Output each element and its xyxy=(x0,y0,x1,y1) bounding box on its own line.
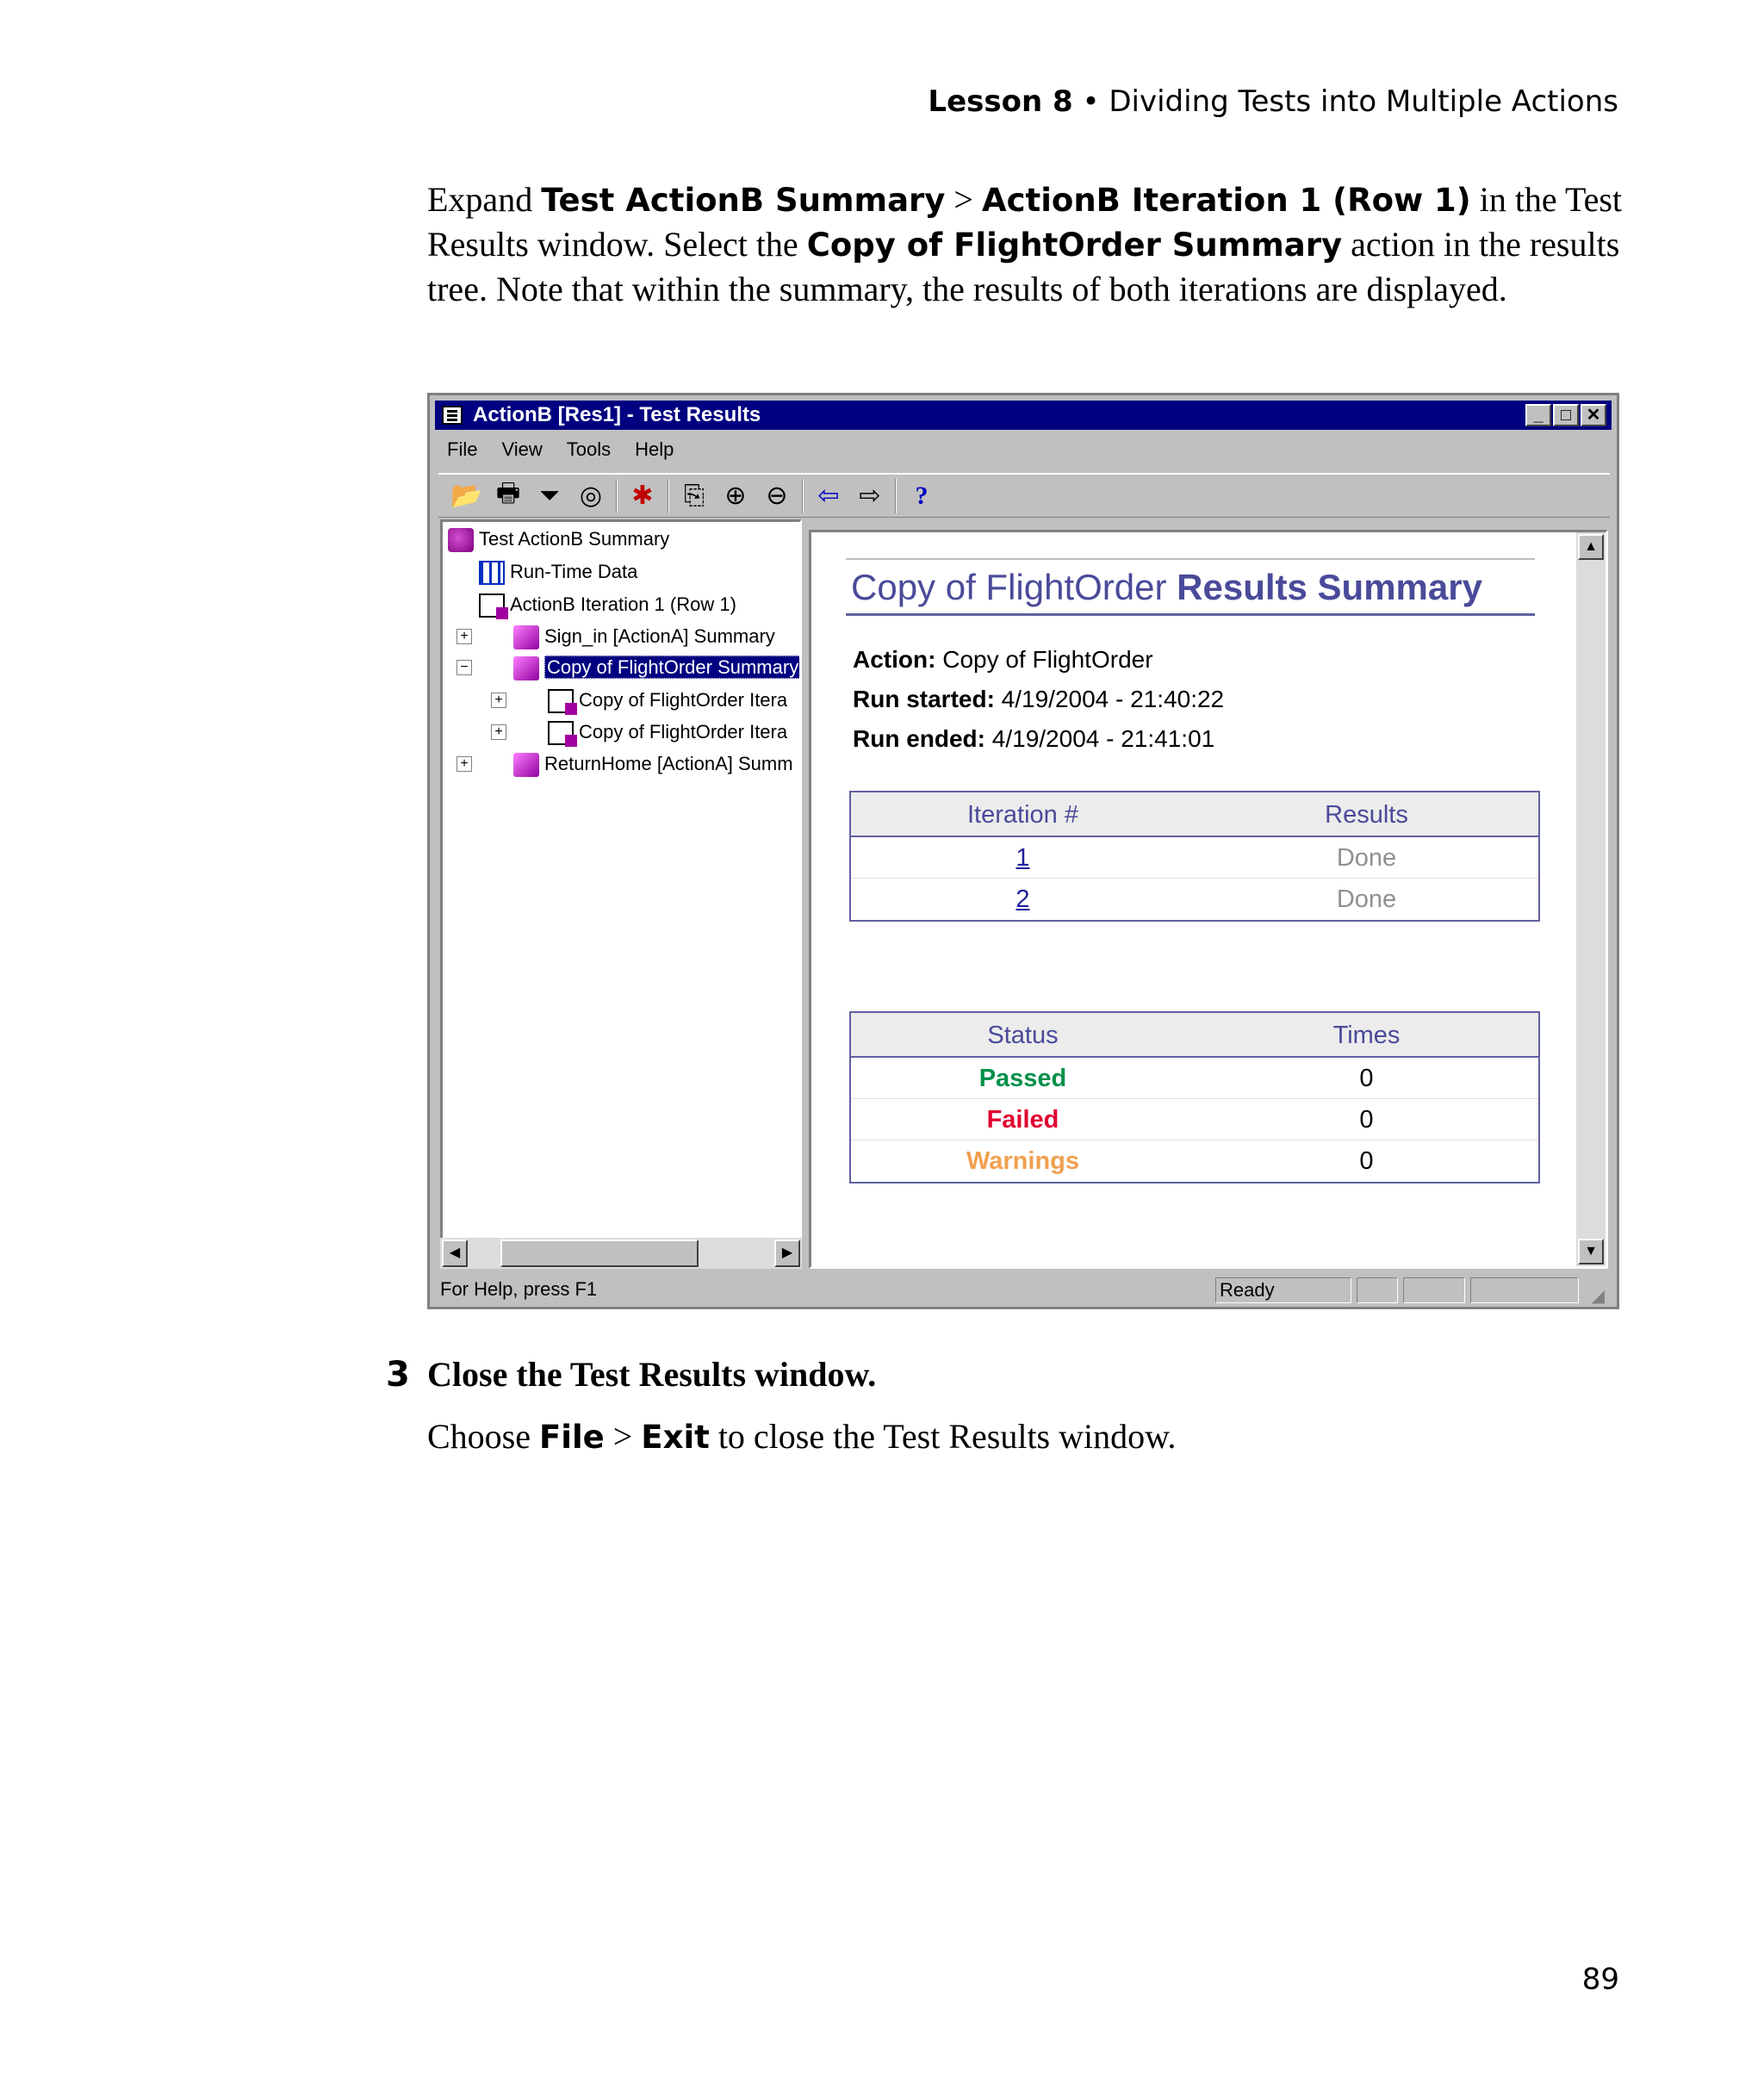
tree-item[interactable] xyxy=(548,685,787,716)
collapse-icon[interactable]: − xyxy=(457,660,472,675)
menu-help[interactable]: Help xyxy=(635,438,674,460)
action-icon xyxy=(513,656,539,680)
toolbar-separator xyxy=(616,479,618,513)
filter-icon[interactable]: ⏷ xyxy=(539,481,560,510)
action-label: Action: xyxy=(853,646,936,673)
status-warnings: Warnings xyxy=(966,1147,1080,1175)
status-count: 0 xyxy=(1359,1147,1374,1175)
tree-item[interactable] xyxy=(548,717,787,748)
run-started-label: Run started: xyxy=(853,686,995,712)
step-text: Choose xyxy=(427,1417,539,1456)
tree-item-label: Sign_in [ActionA] Summary xyxy=(544,625,775,647)
back-arrow-icon[interactable]: ⇦ xyxy=(817,482,840,510)
tree-item-label: ReturnHome [ActionA] Summ xyxy=(544,753,793,774)
lesson-label: Lesson 8 xyxy=(928,84,1073,119)
run-started-value: 4/19/2004 - 21:40:22 xyxy=(994,686,1225,712)
tree-item[interactable] xyxy=(448,524,669,555)
intro-text: > xyxy=(945,180,982,219)
status-passed: Passed xyxy=(978,1065,1067,1092)
iterations-table xyxy=(849,791,1540,922)
tree-item[interactable] xyxy=(513,749,793,780)
results-panel xyxy=(809,530,1608,1269)
bullet: • xyxy=(1072,84,1109,119)
status-pane xyxy=(1357,1277,1398,1303)
step-text: > xyxy=(604,1417,642,1456)
table-row xyxy=(851,1058,1538,1099)
expand-icon[interactable]: + xyxy=(491,693,506,708)
iteration-link[interactable]: 1 xyxy=(1016,844,1030,872)
status-failed: Failed xyxy=(986,1106,1059,1134)
bug-icon[interactable]: ✱ xyxy=(631,482,654,510)
title-bold: Results Summary xyxy=(1177,567,1482,607)
tree-item[interactable] xyxy=(513,621,775,652)
step-bold: File xyxy=(539,1419,605,1456)
tree-item-label: Copy of FlightOrder Itera xyxy=(579,689,788,711)
intro-bold: Test ActionB Summary xyxy=(541,182,946,219)
status-pane: Ready xyxy=(1215,1277,1351,1303)
expand-icon[interactable]: + xyxy=(491,724,506,740)
run-started-line xyxy=(853,686,1224,713)
run-ended-label: Run ended: xyxy=(853,725,985,752)
intro-text: action in the results tree. Note that within the summary, the results of both iterations are displayed. xyxy=(427,225,1620,308)
title-light: Copy of FlightOrder xyxy=(851,567,1177,607)
step-title: Close the Test Results window. xyxy=(427,1355,877,1394)
expand-icon[interactable]: + xyxy=(457,629,472,644)
results-tree xyxy=(440,519,802,1269)
menu-bar xyxy=(435,433,674,466)
running-head xyxy=(861,84,1618,119)
scroll-thumb[interactable] xyxy=(500,1239,699,1267)
tree-item-label: Copy of FlightOrder Itera xyxy=(579,721,788,742)
tree-item-selected[interactable] xyxy=(513,652,801,683)
scroll-left-icon[interactable]: ◀ xyxy=(442,1239,468,1267)
iteration-icon xyxy=(548,689,574,713)
scroll-right-icon[interactable]: ▶ xyxy=(774,1239,800,1267)
maximize-button[interactable]: □ xyxy=(1553,404,1579,426)
action-icon xyxy=(513,753,539,777)
tree-item-label: ActionB Iteration 1 (Row 1) xyxy=(510,593,736,615)
intro-paragraph xyxy=(427,177,1626,311)
tree-horizontal-scrollbar[interactable] xyxy=(440,1238,802,1269)
iteration-result: Done xyxy=(1336,844,1397,872)
header-results: Results xyxy=(1325,801,1408,829)
test-results-window xyxy=(427,393,1619,1309)
app-icon xyxy=(442,406,463,425)
header-times: Times xyxy=(1332,1022,1401,1049)
forward-arrow-icon[interactable]: ⇨ xyxy=(859,482,881,510)
scroll-up-icon[interactable]: ▲ xyxy=(1578,534,1604,560)
iteration-result: Done xyxy=(1336,885,1397,913)
data-table-icon xyxy=(479,561,505,585)
scroll-down-icon[interactable]: ▼ xyxy=(1578,1239,1604,1264)
open-icon[interactable]: 📂 xyxy=(450,482,483,510)
toolbar-separator xyxy=(668,479,669,513)
find-icon[interactable]: ◎ xyxy=(579,482,603,510)
status-table xyxy=(849,1011,1540,1184)
action-line xyxy=(853,646,1153,674)
iteration-link[interactable]: 2 xyxy=(1016,885,1030,913)
run-ended-line xyxy=(853,725,1214,753)
toolbar-separator xyxy=(802,479,804,513)
status-count: 0 xyxy=(1359,1065,1374,1092)
table-header xyxy=(851,1013,1538,1058)
intro-bold: ActionB Iteration 1 (Row 1) xyxy=(981,182,1471,219)
table-row xyxy=(851,837,1538,879)
status-bar xyxy=(435,1274,1612,1305)
table-row xyxy=(851,879,1538,920)
header-status: Status xyxy=(987,1022,1059,1049)
page-number: 89 xyxy=(1581,1962,1619,1997)
step-number: 3 xyxy=(386,1355,410,1395)
tree-item[interactable] xyxy=(479,589,736,620)
action-value: Copy of FlightOrder xyxy=(935,646,1153,673)
chapter-title: Dividing Tests into Multiple Actions xyxy=(1109,84,1618,119)
status-help-text: For Help, press F1 xyxy=(440,1278,598,1300)
table-row xyxy=(851,1140,1538,1182)
run-ended-value: 4/19/2004 - 21:41:01 xyxy=(985,725,1215,752)
intro-text: in the Test Results window. Select the xyxy=(427,180,1623,264)
menu-tools[interactable]: Tools xyxy=(566,438,612,460)
toolbar xyxy=(438,473,1610,518)
header-iteration: Iteration # xyxy=(967,801,1078,829)
minimize-button[interactable]: _ xyxy=(1525,404,1551,426)
tree-item-label: Run-Time Data xyxy=(510,561,638,582)
title-bar[interactable] xyxy=(435,401,1612,430)
tree-item-label: Test ActionB Summary xyxy=(479,528,670,550)
menu-view[interactable]: View xyxy=(501,438,543,460)
intro-bold: Copy of FlightOrder Summary xyxy=(806,227,1343,264)
tree-item-label: Copy of FlightOrder Summary xyxy=(544,655,801,679)
resize-grip-icon[interactable]: ◢ xyxy=(1591,1287,1605,1306)
status-count: 0 xyxy=(1359,1106,1374,1134)
table-header xyxy=(851,792,1538,837)
summary-icon xyxy=(448,528,474,552)
toolbar-separator xyxy=(895,479,897,513)
results-summary-title xyxy=(846,558,1535,616)
iteration-icon xyxy=(548,721,574,745)
action-icon xyxy=(513,625,539,649)
step-text: to close the Test Results window. xyxy=(709,1417,1177,1456)
zoom-in-icon[interactable]: ⊕ xyxy=(724,482,747,510)
tree-item[interactable] xyxy=(479,556,637,587)
menu-file[interactable]: File xyxy=(447,438,478,460)
preview-icon[interactable]: ⎘ xyxy=(684,481,705,510)
step-paragraph xyxy=(427,1414,1626,1459)
zoom-out-icon[interactable]: ⊖ xyxy=(766,482,788,510)
intro-text: Expand xyxy=(427,180,542,219)
expand-icon[interactable]: + xyxy=(457,756,472,772)
help-icon[interactable]: ? xyxy=(915,481,929,510)
step-bold: Exit xyxy=(641,1419,710,1456)
step-heading xyxy=(386,1354,876,1395)
results-vertical-scrollbar[interactable] xyxy=(1576,532,1606,1266)
close-button[interactable]: ✕ xyxy=(1581,404,1606,426)
status-pane xyxy=(1403,1277,1465,1303)
print-icon[interactable]: 🖶 xyxy=(495,479,521,507)
window-title: ActionB [Res1] - Test Results xyxy=(473,403,761,426)
table-row xyxy=(851,1099,1538,1140)
iteration-icon xyxy=(479,593,505,618)
status-pane xyxy=(1470,1277,1579,1303)
